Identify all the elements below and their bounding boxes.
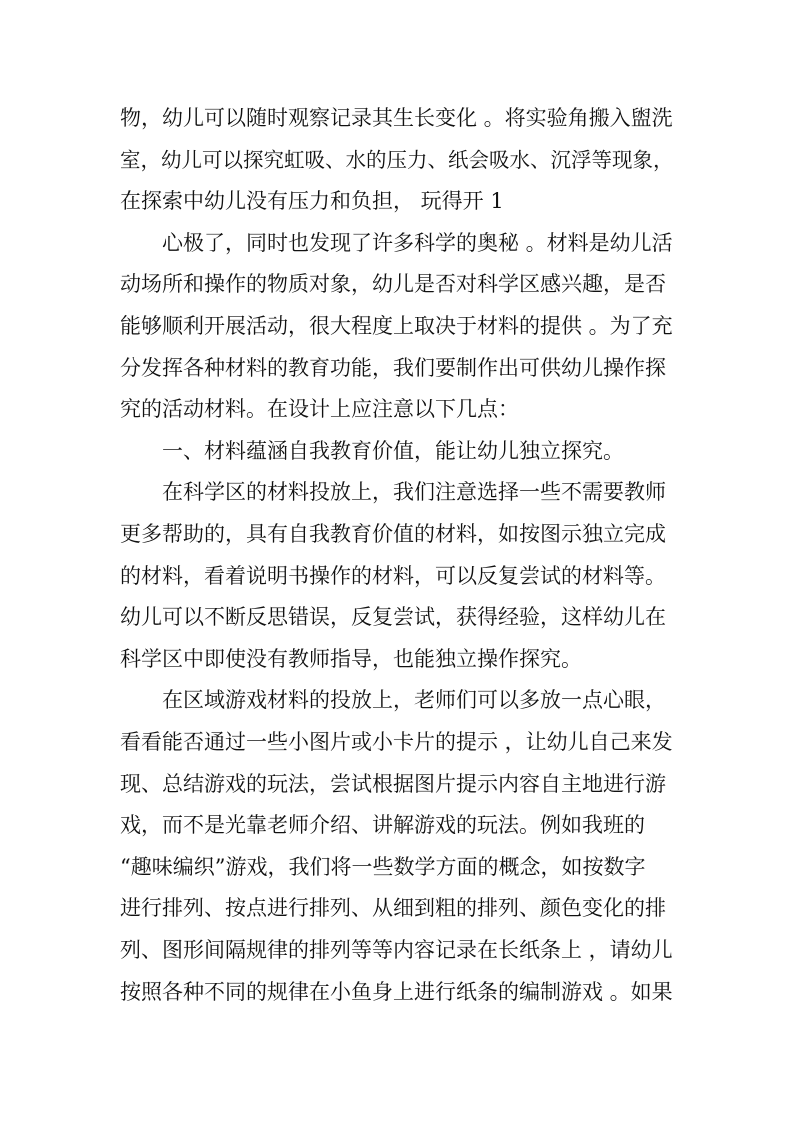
- text-line: 列、图形间隔规律的排列等等内容记录在长纸条上 ，请幼儿: [120, 938, 673, 962]
- text-line: 室，幼儿可以探究虹吸、水的压力、纸会吸水、沉浮等现象，: [120, 148, 674, 172]
- text-line: 更多帮助的，具有自我教育价值的材料，如按图示独立完成: [120, 522, 666, 546]
- text-line: 动场所和操作的物质对象，幼儿是否对科学区感兴趣，是否: [120, 272, 666, 296]
- text-line: 戏，而不是光靠老师介绍、讲解游戏的玩法。例如我班的: [120, 813, 645, 837]
- text-line: 在探索中幼儿没有压力和负担， 玩得开 1: [120, 189, 504, 213]
- text-line: 的材料，看着说明书操作的材料，可以反复尝试的材料等。: [120, 564, 666, 588]
- text-line: 能够顺利开展活动，很大程度上取决于材料的提供 。为了充: [120, 314, 673, 338]
- text-line: 在区域游戏材料的投放上，老师们可以多放一点心眼，: [162, 688, 666, 712]
- text-line: 现、总结游戏的玩法，尝试根据图片提示内容自主地进行游: [120, 772, 666, 796]
- text-line: 分发挥各种材料的教育功能，我们要制作出可供幼儿操作探: [120, 356, 666, 380]
- text-line: 幼儿可以不断反思错误，反复尝试，获得经验，这样幼儿在: [120, 605, 666, 629]
- text-line: 按照各种不同的规律在小鱼身上进行纸条的编制游戏 。如果: [120, 980, 673, 1004]
- text-line: 科学区中即使没有教师指导，也能独立操作探究。: [120, 647, 582, 671]
- text-line: 看看能否通过一些小图片或小卡片的提示 ，让幼儿自己来发: [120, 730, 673, 754]
- text-line: 究的活动材料。在设计上应注意以下几点：: [120, 397, 519, 421]
- text-line: 在科学区的材料投放上，我们注意选择一些不需要教师: [162, 480, 666, 504]
- section-heading: 一、材料蕴涵自我教育价值，能让幼儿独立探究。: [162, 439, 624, 463]
- text-line: 进行排列、按点进行排列、从细到粗的排列、颜色变化的排: [120, 896, 666, 920]
- text-line: 物，幼儿可以随时观察记录其生长变化 。将实验角搬入盥洗: [120, 106, 673, 130]
- text-line: 心极了，同时也发现了许多科学的奥秘 。材料是幼儿活: [162, 231, 673, 255]
- text-line: “趣味编织”游戏，我们将一些数学方面的概念，如按数字: [120, 855, 646, 879]
